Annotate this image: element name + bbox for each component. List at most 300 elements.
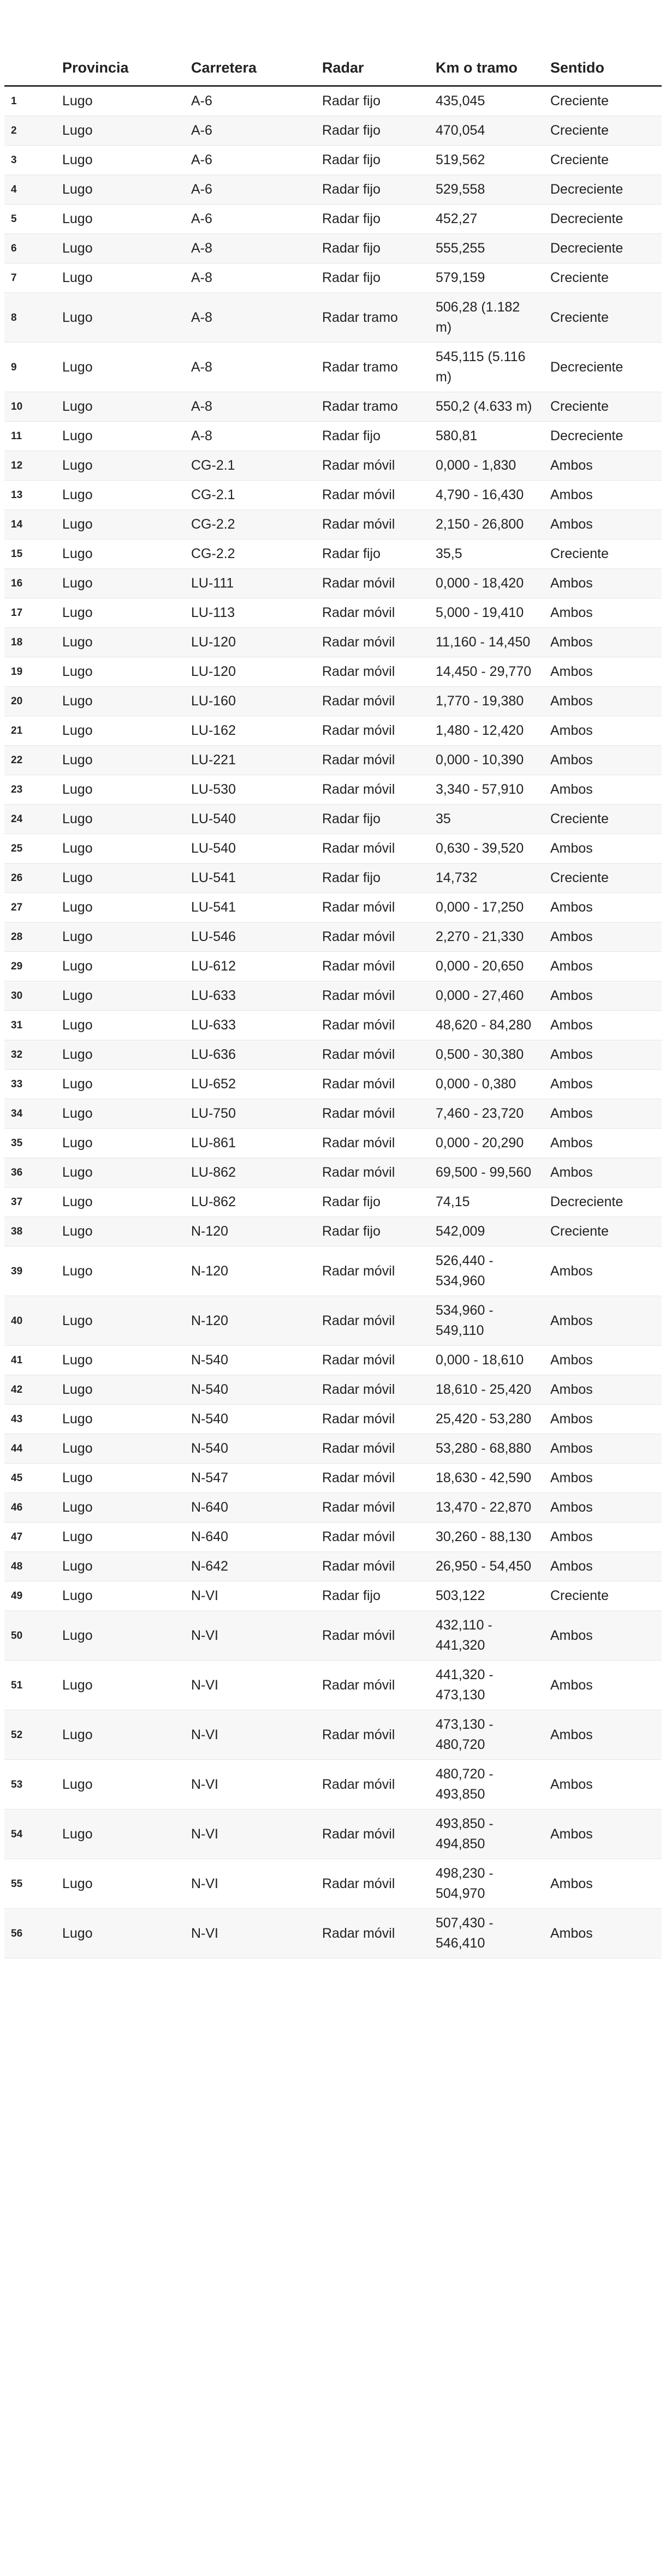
sentido-cell: Creciente (544, 805, 662, 834)
row-number: 24 (4, 805, 56, 834)
carretera-cell: CG-2.1 (185, 451, 316, 481)
km-cell: 0,500 - 30,380 (429, 1040, 544, 1070)
provincia-cell: Lugo (56, 1158, 185, 1188)
sentido-cell: Creciente (544, 1217, 662, 1247)
provincia-cell: Lugo (56, 1493, 185, 1523)
row-number: 23 (4, 775, 56, 805)
km-cell: 526,440 - 534,960 (429, 1247, 544, 1296)
sentido-cell: Ambos (544, 1129, 662, 1158)
table-row (4, 1217, 662, 1247)
sentido-cell: Ambos (544, 1405, 662, 1434)
carretera-cell: CG-2.2 (185, 510, 316, 540)
row-number: 7 (4, 263, 56, 293)
table-row (4, 805, 662, 834)
provincia-cell: Lugo (56, 1346, 185, 1375)
carretera-cell: LU-612 (185, 952, 316, 981)
radar-cell: Radar móvil (316, 481, 429, 510)
radar-cell: Radar móvil (316, 1158, 429, 1188)
radar-cell: Radar móvil (316, 1434, 429, 1464)
sentido-cell: Ambos (544, 1909, 662, 1958)
radar-cell: Radar móvil (316, 1909, 429, 1958)
row-number: 11 (4, 422, 56, 451)
row-number: 1 (4, 86, 56, 116)
table-row (4, 893, 662, 922)
sentido-cell: Ambos (544, 952, 662, 981)
table-row (4, 451, 662, 481)
carretera-cell: N-VI (185, 1611, 316, 1661)
km-cell: 5,000 - 19,410 (429, 598, 544, 628)
provincia-cell: Lugo (56, 1434, 185, 1464)
carretera-cell: LU-113 (185, 598, 316, 628)
sentido-cell: Creciente (544, 540, 662, 569)
header-radar: Radar (316, 0, 429, 86)
row-number: 13 (4, 481, 56, 510)
sentido-cell: Creciente (544, 392, 662, 422)
table-row (4, 1129, 662, 1158)
sentido-cell: Ambos (544, 1810, 662, 1859)
row-number: 4 (4, 175, 56, 205)
table-header (4, 0, 662, 86)
provincia-cell: Lugo (56, 1909, 185, 1958)
km-cell: 534,960 - 549,110 (429, 1296, 544, 1346)
table-row (4, 1710, 662, 1760)
header-provincia: Provincia (56, 0, 185, 86)
km-cell: 3,340 - 57,910 (429, 775, 544, 805)
table-row (4, 146, 662, 175)
sentido-cell: Ambos (544, 1434, 662, 1464)
provincia-cell: Lugo (56, 234, 185, 263)
radar-cell: Radar móvil (316, 716, 429, 746)
radar-cell: Radar móvil (316, 1129, 429, 1158)
table-row (4, 1909, 662, 1958)
sentido-cell: Ambos (544, 1346, 662, 1375)
km-cell: 2,150 - 26,800 (429, 510, 544, 540)
carretera-cell: A-6 (185, 205, 316, 234)
row-number: 12 (4, 451, 56, 481)
provincia-cell: Lugo (56, 1296, 185, 1346)
table-row (4, 1011, 662, 1040)
row-number: 34 (4, 1099, 56, 1129)
radar-cell: Radar móvil (316, 598, 429, 628)
row-number: 54 (4, 1810, 56, 1859)
provincia-cell: Lugo (56, 628, 185, 657)
sentido-cell: Ambos (544, 922, 662, 952)
carretera-cell: LU-862 (185, 1188, 316, 1217)
row-number: 9 (4, 343, 56, 392)
carretera-cell: LU-120 (185, 628, 316, 657)
row-number: 51 (4, 1661, 56, 1710)
table-row (4, 1405, 662, 1434)
radar-cell: Radar móvil (316, 1661, 429, 1710)
radar-cell: Radar fijo (316, 864, 429, 893)
radar-cell: Radar móvil (316, 451, 429, 481)
row-number: 53 (4, 1760, 56, 1810)
row-number: 18 (4, 628, 56, 657)
provincia-cell: Lugo (56, 657, 185, 687)
sentido-cell: Ambos (544, 510, 662, 540)
row-number: 2 (4, 116, 56, 146)
sentido-cell: Decreciente (544, 234, 662, 263)
sentido-cell: Ambos (544, 687, 662, 716)
radar-cell: Radar móvil (316, 1552, 429, 1581)
carretera-cell: LU-861 (185, 1129, 316, 1158)
carretera-cell: N-120 (185, 1217, 316, 1247)
provincia-cell: Lugo (56, 175, 185, 205)
km-cell: 493,850 - 494,850 (429, 1810, 544, 1859)
carretera-cell: LU-162 (185, 716, 316, 746)
provincia-cell: Lugo (56, 422, 185, 451)
carretera-cell: A-8 (185, 392, 316, 422)
table-row (4, 392, 662, 422)
radar-cell: Radar móvil (316, 628, 429, 657)
km-cell: 35 (429, 805, 544, 834)
radar-cell: Radar fijo (316, 116, 429, 146)
provincia-cell: Lugo (56, 1810, 185, 1859)
km-cell: 542,009 (429, 1217, 544, 1247)
sentido-cell: Ambos (544, 1040, 662, 1070)
km-cell: 14,732 (429, 864, 544, 893)
radar-cell: Radar móvil (316, 922, 429, 952)
radar-cell: Radar fijo (316, 1581, 429, 1611)
km-cell: 529,558 (429, 175, 544, 205)
table-row (4, 1611, 662, 1661)
sentido-cell: Ambos (544, 1247, 662, 1296)
row-number: 15 (4, 540, 56, 569)
table-row (4, 422, 662, 451)
row-number: 8 (4, 293, 56, 343)
sentido-cell: Ambos (544, 1296, 662, 1346)
sentido-cell: Creciente (544, 86, 662, 116)
carretera-cell: LU-221 (185, 746, 316, 775)
radar-cell: Radar móvil (316, 1247, 429, 1296)
radar-cell: Radar móvil (316, 1296, 429, 1346)
radar-cell: Radar móvil (316, 1099, 429, 1129)
km-cell: 498,230 - 504,970 (429, 1859, 544, 1909)
provincia-cell: Lugo (56, 392, 185, 422)
table-row (4, 657, 662, 687)
table-row (4, 1464, 662, 1493)
header-km-o-tramo: Km o tramo (429, 0, 544, 86)
table-row (4, 716, 662, 746)
radar-cell: Radar fijo (316, 1217, 429, 1247)
carretera-cell: LU-633 (185, 1011, 316, 1040)
carretera-cell: A-8 (185, 293, 316, 343)
carretera-cell: N-540 (185, 1346, 316, 1375)
carretera-cell: N-547 (185, 1464, 316, 1493)
radar-cell: Radar fijo (316, 1188, 429, 1217)
sentido-cell: Ambos (544, 1611, 662, 1661)
km-cell: 0,000 - 1,830 (429, 451, 544, 481)
carretera-cell: N-642 (185, 1552, 316, 1581)
row-number: 45 (4, 1464, 56, 1493)
row-number: 37 (4, 1188, 56, 1217)
km-cell: 506,28 (1.182 m) (429, 293, 544, 343)
provincia-cell: Lugo (56, 1040, 185, 1070)
radar-cell: Radar tramo (316, 293, 429, 343)
table-row (4, 981, 662, 1011)
km-cell: 48,620 - 84,280 (429, 1011, 544, 1040)
provincia-cell: Lugo (56, 540, 185, 569)
km-cell: 550,2 (4.633 m) (429, 392, 544, 422)
sentido-cell: Ambos (544, 569, 662, 598)
header-carretera: Carretera (185, 0, 316, 86)
table-row (4, 1296, 662, 1346)
row-number: 39 (4, 1247, 56, 1296)
provincia-cell: Lugo (56, 1710, 185, 1760)
table-row (4, 1188, 662, 1217)
row-number: 52 (4, 1710, 56, 1760)
radar-cell: Radar móvil (316, 510, 429, 540)
table-row (4, 569, 662, 598)
provincia-cell: Lugo (56, 1760, 185, 1810)
radar-cell: Radar móvil (316, 1611, 429, 1661)
radar-cell: Radar móvil (316, 981, 429, 1011)
table-row (4, 1375, 662, 1405)
provincia-cell: Lugo (56, 1661, 185, 1710)
carretera-cell: LU-540 (185, 834, 316, 864)
km-cell: 470,054 (429, 116, 544, 146)
km-cell: 580,81 (429, 422, 544, 451)
provincia-cell: Lugo (56, 922, 185, 952)
row-number: 17 (4, 598, 56, 628)
sentido-cell: Creciente (544, 263, 662, 293)
provincia-cell: Lugo (56, 86, 185, 116)
km-cell: 0,000 - 20,290 (429, 1129, 544, 1158)
provincia-cell: Lugo (56, 1859, 185, 1909)
row-number: 42 (4, 1375, 56, 1405)
carretera-cell: LU-652 (185, 1070, 316, 1099)
table-row (4, 834, 662, 864)
radar-cell: Radar móvil (316, 1464, 429, 1493)
header-row (4, 0, 662, 86)
km-cell: 11,160 - 14,450 (429, 628, 544, 657)
carretera-cell: LU-633 (185, 981, 316, 1011)
carretera-cell: A-6 (185, 86, 316, 116)
row-number: 25 (4, 834, 56, 864)
row-number: 38 (4, 1217, 56, 1247)
km-cell: 14,450 - 29,770 (429, 657, 544, 687)
radar-cell: Radar móvil (316, 893, 429, 922)
carretera-cell: N-540 (185, 1405, 316, 1434)
header-row-number (4, 0, 56, 86)
table-row (4, 1040, 662, 1070)
sentido-cell: Ambos (544, 481, 662, 510)
provincia-cell: Lugo (56, 775, 185, 805)
km-cell: 473,130 - 480,720 (429, 1710, 544, 1760)
provincia-cell: Lugo (56, 1464, 185, 1493)
sentido-cell: Ambos (544, 1011, 662, 1040)
km-cell: 0,000 - 10,390 (429, 746, 544, 775)
km-cell: 0,000 - 18,610 (429, 1346, 544, 1375)
row-number: 33 (4, 1070, 56, 1099)
provincia-cell: Lugo (56, 687, 185, 716)
carretera-cell: A-8 (185, 234, 316, 263)
radar-cell: Radar móvil (316, 1070, 429, 1099)
carretera-cell: A-6 (185, 116, 316, 146)
provincia-cell: Lugo (56, 146, 185, 175)
radar-cell: Radar móvil (316, 952, 429, 981)
km-cell: 0,000 - 27,460 (429, 981, 544, 1011)
provincia-cell: Lugo (56, 1011, 185, 1040)
provincia-cell: Lugo (56, 116, 185, 146)
radar-cell: Radar fijo (316, 86, 429, 116)
km-cell: 25,420 - 53,280 (429, 1405, 544, 1434)
radar-cell: Radar móvil (316, 746, 429, 775)
provincia-cell: Lugo (56, 716, 185, 746)
km-cell: 519,562 (429, 146, 544, 175)
provincia-cell: Lugo (56, 343, 185, 392)
provincia-cell: Lugo (56, 1188, 185, 1217)
table-row (4, 1552, 662, 1581)
row-number: 44 (4, 1434, 56, 1464)
provincia-cell: Lugo (56, 569, 185, 598)
km-cell: 69,500 - 99,560 (429, 1158, 544, 1188)
provincia-cell: Lugo (56, 746, 185, 775)
radar-cell: Radar móvil (316, 1405, 429, 1434)
table-row (4, 293, 662, 343)
km-cell: 1,770 - 19,380 (429, 687, 544, 716)
radar-cell: Radar fijo (316, 234, 429, 263)
row-number: 48 (4, 1552, 56, 1581)
carretera-cell: N-120 (185, 1247, 316, 1296)
table-row (4, 205, 662, 234)
radar-cell: Radar fijo (316, 540, 429, 569)
carretera-cell: N-540 (185, 1434, 316, 1464)
radar-cell: Radar móvil (316, 687, 429, 716)
km-cell: 579,159 (429, 263, 544, 293)
carretera-cell: N-640 (185, 1523, 316, 1552)
sentido-cell: Ambos (544, 1099, 662, 1129)
sentido-cell: Decreciente (544, 175, 662, 205)
radar-cell: Radar móvil (316, 1810, 429, 1859)
row-number: 40 (4, 1296, 56, 1346)
table-row (4, 510, 662, 540)
km-cell: 53,280 - 68,880 (429, 1434, 544, 1464)
km-cell: 4,790 - 16,430 (429, 481, 544, 510)
table-row (4, 540, 662, 569)
row-number: 47 (4, 1523, 56, 1552)
km-cell: 18,610 - 25,420 (429, 1375, 544, 1405)
carretera-cell: N-540 (185, 1375, 316, 1405)
row-number: 27 (4, 893, 56, 922)
row-number: 35 (4, 1129, 56, 1158)
km-cell: 1,480 - 12,420 (429, 716, 544, 746)
row-number: 19 (4, 657, 56, 687)
provincia-cell: Lugo (56, 205, 185, 234)
row-number: 29 (4, 952, 56, 981)
sentido-cell: Ambos (544, 1859, 662, 1909)
radar-table (4, 0, 662, 1958)
km-cell: 0,000 - 18,420 (429, 569, 544, 598)
provincia-cell: Lugo (56, 481, 185, 510)
km-cell: 480,720 - 493,850 (429, 1760, 544, 1810)
radar-cell: Radar móvil (316, 569, 429, 598)
table-row (4, 263, 662, 293)
row-number: 26 (4, 864, 56, 893)
sentido-cell: Ambos (544, 1070, 662, 1099)
table-row (4, 1859, 662, 1909)
row-number: 46 (4, 1493, 56, 1523)
header-sentido: Sentido (544, 0, 662, 86)
sentido-cell: Creciente (544, 864, 662, 893)
radar-cell: Radar móvil (316, 1710, 429, 1760)
radar-cell: Radar móvil (316, 1375, 429, 1405)
provincia-cell: Lugo (56, 1070, 185, 1099)
km-cell: 0,000 - 20,650 (429, 952, 544, 981)
sentido-cell: Ambos (544, 1464, 662, 1493)
row-number: 32 (4, 1040, 56, 1070)
provincia-cell: Lugo (56, 1581, 185, 1611)
table-row (4, 775, 662, 805)
carretera-cell: LU-636 (185, 1040, 316, 1070)
carretera-cell: LU-862 (185, 1158, 316, 1188)
provincia-cell: Lugo (56, 1611, 185, 1661)
carretera-cell: LU-120 (185, 657, 316, 687)
km-cell: 0,000 - 17,250 (429, 893, 544, 922)
sentido-cell: Decreciente (544, 343, 662, 392)
row-number: 20 (4, 687, 56, 716)
table-row (4, 1760, 662, 1810)
table-row (4, 1099, 662, 1129)
row-number: 16 (4, 569, 56, 598)
km-cell: 13,470 - 22,870 (429, 1493, 544, 1523)
table-row (4, 175, 662, 205)
sentido-cell: Ambos (544, 1158, 662, 1188)
sentido-cell: Ambos (544, 1375, 662, 1405)
carretera-cell: LU-541 (185, 864, 316, 893)
radar-cell: Radar fijo (316, 422, 429, 451)
provincia-cell: Lugo (56, 510, 185, 540)
radar-cell: Radar móvil (316, 775, 429, 805)
km-cell: 30,260 - 88,130 (429, 1523, 544, 1552)
radar-cell: Radar móvil (316, 657, 429, 687)
km-cell: 18,630 - 42,590 (429, 1464, 544, 1493)
radar-cell: Radar móvil (316, 1011, 429, 1040)
row-number: 49 (4, 1581, 56, 1611)
sentido-cell: Ambos (544, 981, 662, 1011)
provincia-cell: Lugo (56, 834, 185, 864)
provincia-cell: Lugo (56, 1523, 185, 1552)
table-row (4, 687, 662, 716)
carretera-cell: N-640 (185, 1493, 316, 1523)
sentido-cell: Ambos (544, 1760, 662, 1810)
table-row (4, 1247, 662, 1296)
row-number: 41 (4, 1346, 56, 1375)
km-cell: 435,045 (429, 86, 544, 116)
km-cell: 7,460 - 23,720 (429, 1099, 544, 1129)
km-cell: 35,5 (429, 540, 544, 569)
table-row (4, 1158, 662, 1188)
carretera-cell: N-120 (185, 1296, 316, 1346)
table-row (4, 1346, 662, 1375)
provincia-cell: Lugo (56, 1405, 185, 1434)
sentido-cell: Ambos (544, 775, 662, 805)
row-number: 28 (4, 922, 56, 952)
radar-cell: Radar fijo (316, 205, 429, 234)
carretera-cell: A-8 (185, 263, 316, 293)
row-number: 36 (4, 1158, 56, 1188)
sentido-cell: Ambos (544, 1493, 662, 1523)
carretera-cell: LU-530 (185, 775, 316, 805)
sentido-cell: Ambos (544, 1552, 662, 1581)
provincia-cell: Lugo (56, 1099, 185, 1129)
sentido-cell: Ambos (544, 746, 662, 775)
row-number: 14 (4, 510, 56, 540)
radar-cell: Radar fijo (316, 146, 429, 175)
carretera-cell: N-VI (185, 1661, 316, 1710)
sentido-cell: Creciente (544, 116, 662, 146)
table-row (4, 481, 662, 510)
